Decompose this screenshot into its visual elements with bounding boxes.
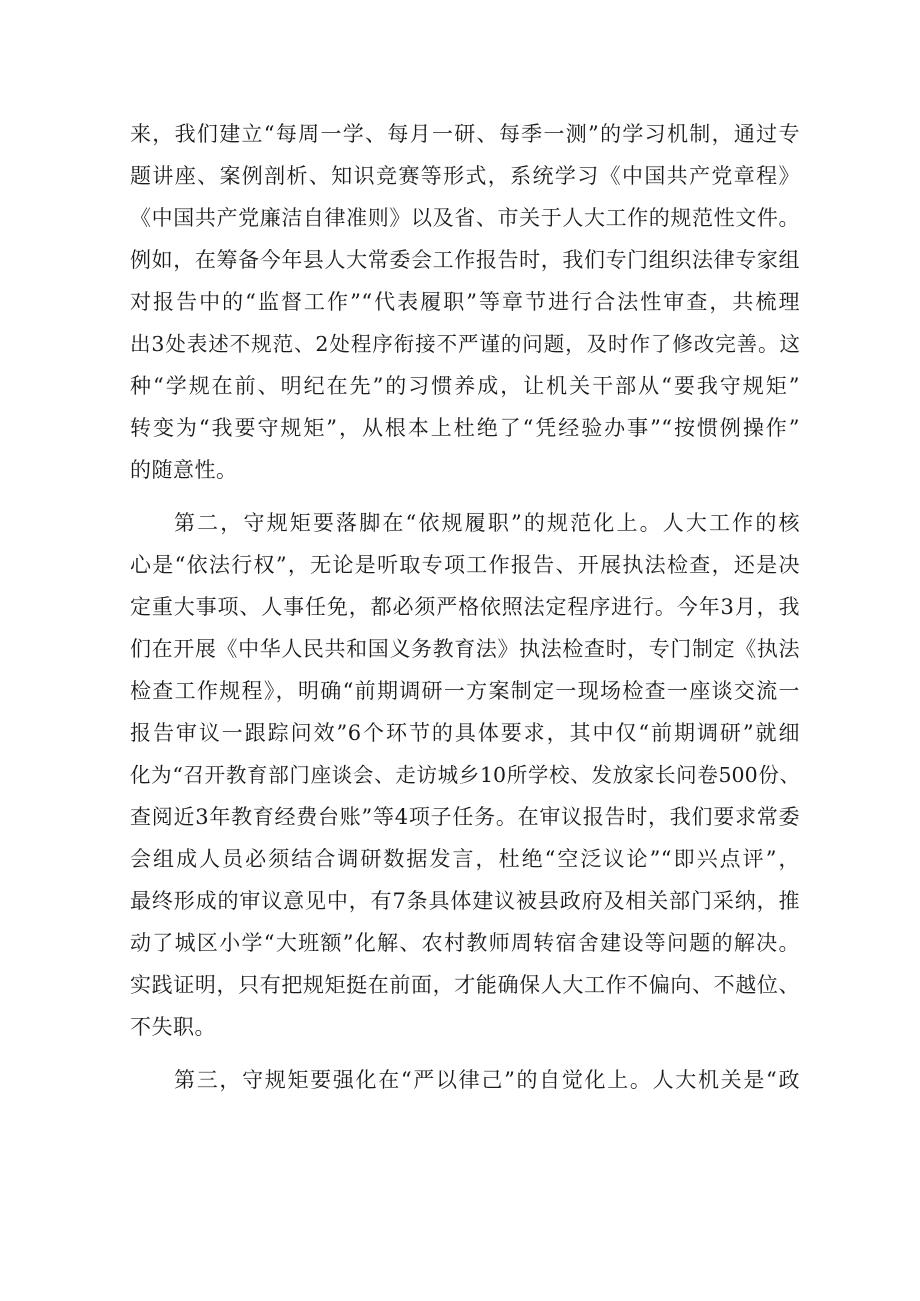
paragraph-2 [130,502,800,1048]
document-body [130,113,800,1101]
paragraph-gap [130,1048,800,1059]
text-line: 题讲座、案例剖析、知识竞赛等形式，系统学习《中国共产党章程》 [130,164,800,188]
text-line: 心是“依法行权”，无论是听取专项工作报告、开展执法检查，还是决 [130,553,800,577]
text-line: 例如，在筹备今年县人大常委会工作报告时，我们专门组织法律专家组 [130,248,800,272]
text-line: 检查工作规程》，明确“前期调研一方案制定一现场检查一座谈交流一 [130,679,800,703]
text-line: 第三，守规矩要强化在“严以律己”的自觉化上。人大机关是“政 [174,1068,800,1092]
text-line: 种“学规在前、明纪在先”的习惯养成，让机关干部从“要我守规矩” [130,374,800,398]
text-line: 实践证明，只有把规矩挺在前面，才能确保人大工作不偏向、不越位、 [130,973,800,997]
text-line: 定重大事项、人事任免，都必须严格依照法定程序进行。今年3月，我 [130,595,800,619]
text-line: 查阅近3年教育经费台账”等4项子任务。在审议报告时，我们要求常委 [130,805,800,829]
text-line: 动了城区小学“大班额”化解、农村教师周转宿舍建设等问题的解决。 [130,931,800,955]
text-line: 转变为“我要守规矩”，从根本上杜绝了“凭经验办事”“按惯例操作” [130,416,800,440]
text-line: 对报告中的“监督工作”“代表履职”等章节进行合法性审查，共梳理 [130,290,800,314]
text-line: 最终形成的审议意见中，有7条具体建议被县政府及相关部门采纳，推 [130,889,800,913]
text-line: 来，我们建立“每周一学、每月一研、每季一测”的学习机制，通过专 [130,122,800,146]
paragraph-gap [130,491,800,502]
text-line: 化为“召开教育部门座谈会、走访城乡10所学校、发放家长问卷500份、 [130,763,800,787]
paragraph-3 [130,1059,800,1101]
text-line: 《中国共产党廉洁自律准则》以及省、市关于人大工作的规范性文件。 [130,206,800,230]
text-line: 第二，守规矩要落脚在“依规履职”的规范化上。人大工作的核 [174,511,800,535]
text-line: 不失职。 [130,1015,216,1039]
text-line: 会组成人员必须结合调研数据发言，杜绝“空泛议论”“即兴点评”， [130,847,800,871]
text-line: 出3处表述不规范、2处程序衔接不严谨的问题，及时作了修改完善。这 [130,332,800,356]
paragraph-1 [130,113,800,491]
text-line: 们在开展《中华人民共和国义务教育法》执法检查时，专门制定《执法 [130,637,800,661]
text-line: 报告审议一跟踪问效”6个环节的具体要求，其中仅“前期调研”就细 [130,721,800,745]
text-line: 的随意性。 [130,458,238,482]
